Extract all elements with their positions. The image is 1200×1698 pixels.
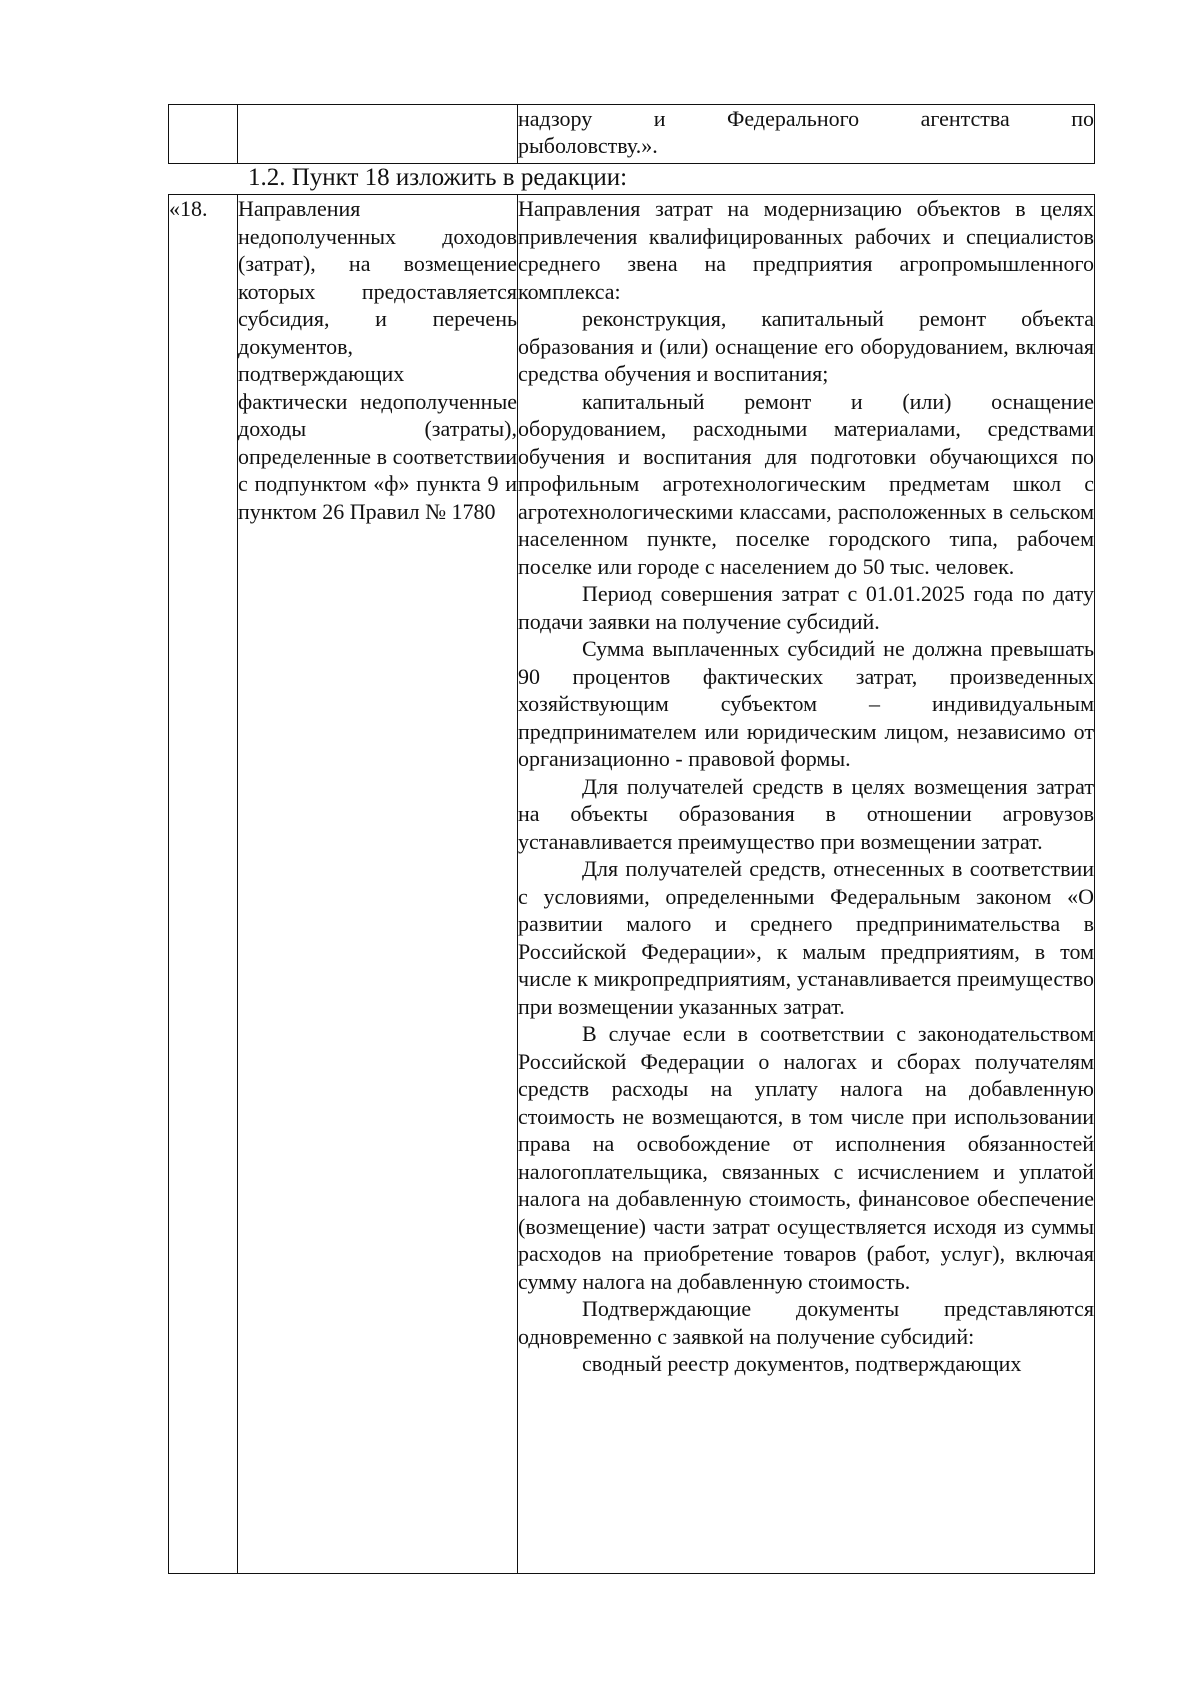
paragraph: Для получателей средств, отнесенных в соответствии с условиями, определенными Федеральным законом «О развитии малого и среднего предпринимательства в Российской Федерации», к малым предприятиям, в том числе к микропредприятиям, устанавливается преимущество при возмещении указанных затрат. — [518, 856, 1094, 1019]
paragraph: В случае если в соответствии с законодательством Российской Федерации о налогах и сборах получателям средств расходы на уплату налога на добавленную стоимость не возмещаются, в том числе при использовании права на освобождение от исполнения обязанностей налогоплательщика, связанных с исчислением и уплатой налога на добавленную стоимость, финансовое обеспечение (возмещение) части затрат осуществляется исходя из суммы расходов на приобретение товаров (работ, услуг), включая сумму налога на добавленную стоимость. — [518, 1021, 1094, 1294]
paragraph: Направления затрат на модернизацию объектов в целях привлечения квалифицированных рабочих и специалистов среднего звена на предприятия агропромышленного комплекса: — [518, 196, 1094, 304]
provision-table — [168, 194, 1095, 1574]
number-cell — [169, 105, 238, 164]
section-heading: 1.2. Пункт 18 изложить в редакции: — [248, 164, 628, 191]
table-row — [169, 105, 1095, 164]
content-cell — [518, 105, 1095, 164]
continuation-table — [168, 104, 1095, 164]
row-number: «18. — [169, 195, 238, 1574]
paragraph: Период совершения затрат с 01.01.2025 года по дату подачи заявки на получение субсидий. — [518, 581, 1094, 634]
row-content — [518, 195, 1095, 1574]
description-cell — [238, 105, 518, 164]
paragraph: Для получателей средств в целях возмещения затрат на объекты образования в отношении агровузов устанавливается преимущество при возмещении затрат. — [518, 773, 1094, 854]
content-line: рыболовству.». — [518, 133, 658, 158]
row-description: Направления недополученных доходов (затрат), на возмещение которых предоставляется субсидия, и перечень документов, подтверждающих фактически недополученные доходы (затраты), определенные в соответствии с подпунктом «ф» пункта 9 и пунктом 26 Правил № 1780 — [238, 195, 518, 1574]
paragraph: реконструкция, капитальный ремонт объекта образования и (или) оснащение его оборудованием, включая средства обучения и воспитания; — [518, 306, 1094, 386]
content-line: надзору и Федерального агентства по — [518, 106, 1094, 131]
paragraph: Сумма выплаченных субсидий не должна превышать 90 процентов фактических затрат, произведенных хозяйствующим субъектом – индивидуальным предпринимателем или юридическим лицом, независимо от организационно - правовой формы. — [518, 636, 1094, 771]
paragraph: сводный реестр документов, подтверждающих — [582, 1351, 1022, 1376]
paragraph: Подтверждающие документы представляются одновременно с заявкой на получение субсидий: — [518, 1296, 1094, 1349]
table-row — [169, 195, 1095, 1574]
paragraph: капитальный ремонт и (или) оснащение оборудованием, расходными материалами, средствами обучения и воспитания для подготовки обучающихся по профильным агротехнологическим предметам школ с агротехнологическими классами, расположенных в сельском населенном пункте, поселке городского типа, рабочем поселке или городе с населением до 50 тыс. человек. — [518, 388, 1094, 579]
